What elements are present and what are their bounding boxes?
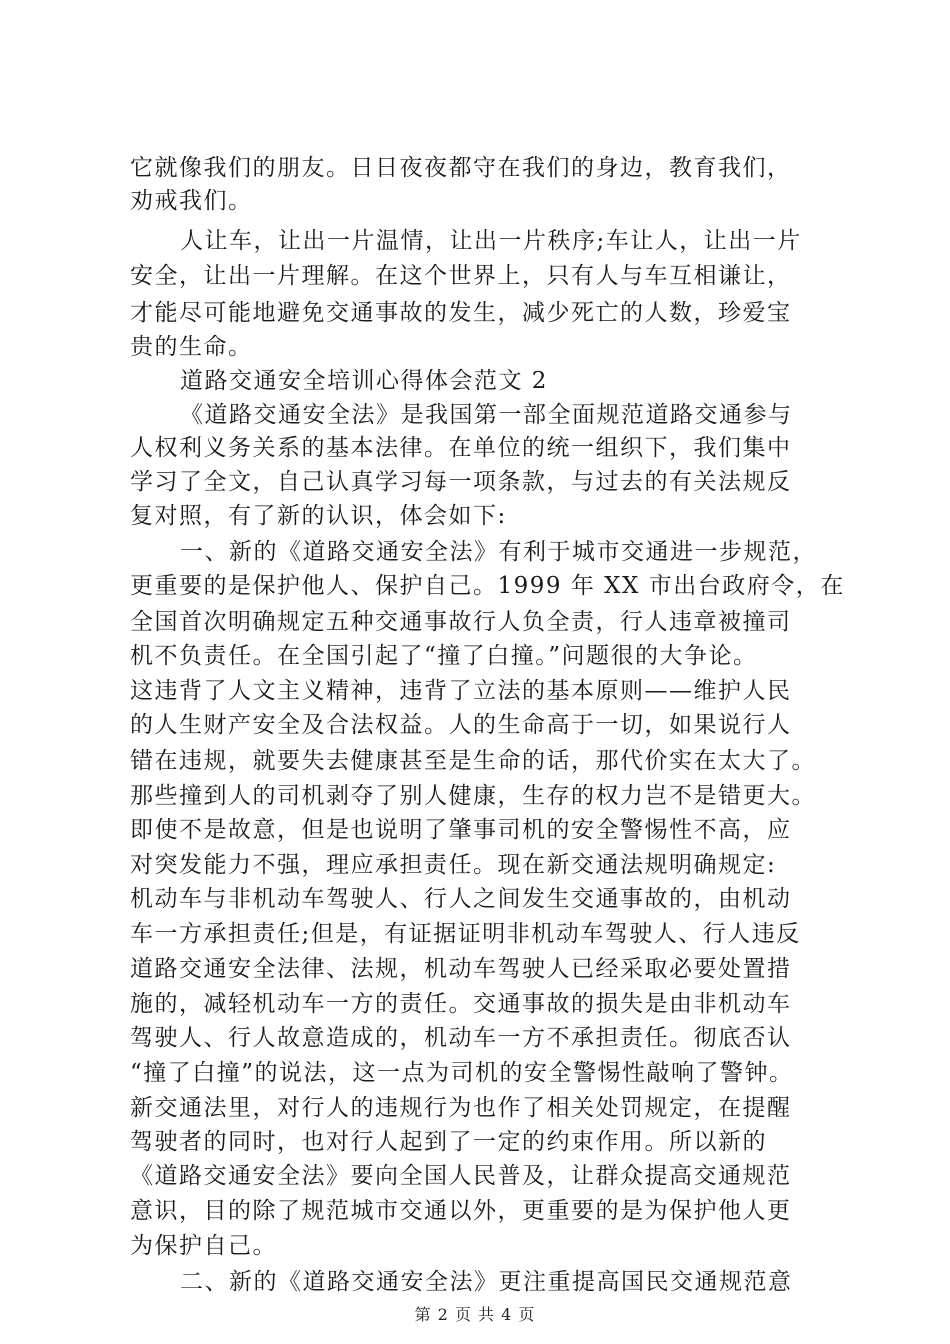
text-line: 新交通法里，对行人的违规行为也作了相关处罚规定，在提醒 [130,1095,792,1121]
text-line: 《道路交通安全法》是我国第一部全面规范道路交通参与 [180,402,793,428]
text-line: 那些撞到人的司机剥夺了别人健康，生存的权力岂不是错更大。 [130,783,816,809]
text-line: 贵的生命。 [130,334,253,360]
text-line: 意识，目的除了规范城市交通以外，更重要的是为保护他人更 [130,1198,792,1224]
text-line: 复对照，有了新的认识，体会如下: [130,503,507,529]
text-line: 人权利义务关系的基本法律。在单位的统一组织下，我们集中 [130,435,792,461]
text-line: 即使不是故意，但是也说明了肇事司机的安全警惕性不高，应 [130,817,792,843]
text-line: 劝戒我们。 [130,188,253,214]
text-line: “撞了白撞”的说法，这一点为司机的安全警惕性敲响了警钟。 [130,1060,794,1086]
text-line: 错在违规，就要失去健康甚至是生命的话，那代价实在太大了。 [130,748,816,774]
text-line: 才能尽可能地避免交通事故的发生，减少死亡的人数，珍爱宝 [130,300,792,326]
text-line: 学习了全文，自己认真学习每一项条款，与过去的有关法规反 [130,469,792,495]
text-line: 它就像我们的朋友。日日夜夜都守在我们的身边，教育我们， [130,155,792,181]
text-line: 一、新的《道路交通安全法》有利于城市交通进一步规范， [180,539,817,565]
text-line: 道路交通安全法律、法规，机动车驾驶人已经采取必要处置措 [130,956,792,982]
text-line: 对突发能力不强，理应承担责任。现在新交通法规明确规定: [130,852,777,878]
text-line: 驾驶人、行人故意造成的，机动车一方不承担责任。彻底否认 [130,1025,792,1051]
text-line: 为保护自己。 [130,1233,277,1259]
text-line: 的人生财产安全及合法权益。人的生命高于一切，如果说行人 [130,712,792,738]
text-line: 更重要的是保护他人、保护自己。1999 年 XX 市出台政府令，在 [130,573,845,599]
text-line: 安全，让出一片理解。在这个世界上，只有人与车互相谦让， [130,263,792,289]
text-line: 人让车，让出一片温情，让出一片秩序;车让人，让出一片 [180,228,802,254]
text-line: 机不负责任。在全国引起了“撞了白撞。”问题很的大争论。 [130,643,758,669]
text-line: 车一方承担责任;但是，有证据证明非机动车驾驶人、行人违反 [130,921,801,947]
text-line: 机动车与非机动车驾驶人、行人之间发生交通事故的，由机动 [130,886,792,912]
text-line: 这违背了人文主义精神，违背了立法的基本原则——维护人民 [130,678,792,704]
text-line: 全国首次明确规定五种交通事故行人负全责，行人违章被撞司 [130,609,792,635]
section-heading: 道路交通安全培训心得体会范文 2 [180,368,548,394]
text-line: 驾驶者的同时，也对行人起到了一定的约束作用。所以新的 [130,1129,767,1155]
text-line: 施的，减轻机动车一方的责任。交通事故的损失是由非机动车 [130,991,792,1017]
text-line: 二、新的《道路交通安全法》更注重提高国民交通规范意 [180,1269,793,1295]
page-number: 第 2 页 共 4 页 [414,1305,536,1324]
text-line: 《道路交通安全法》要向全国人民普及，让群众提高交通规范 [130,1163,792,1189]
